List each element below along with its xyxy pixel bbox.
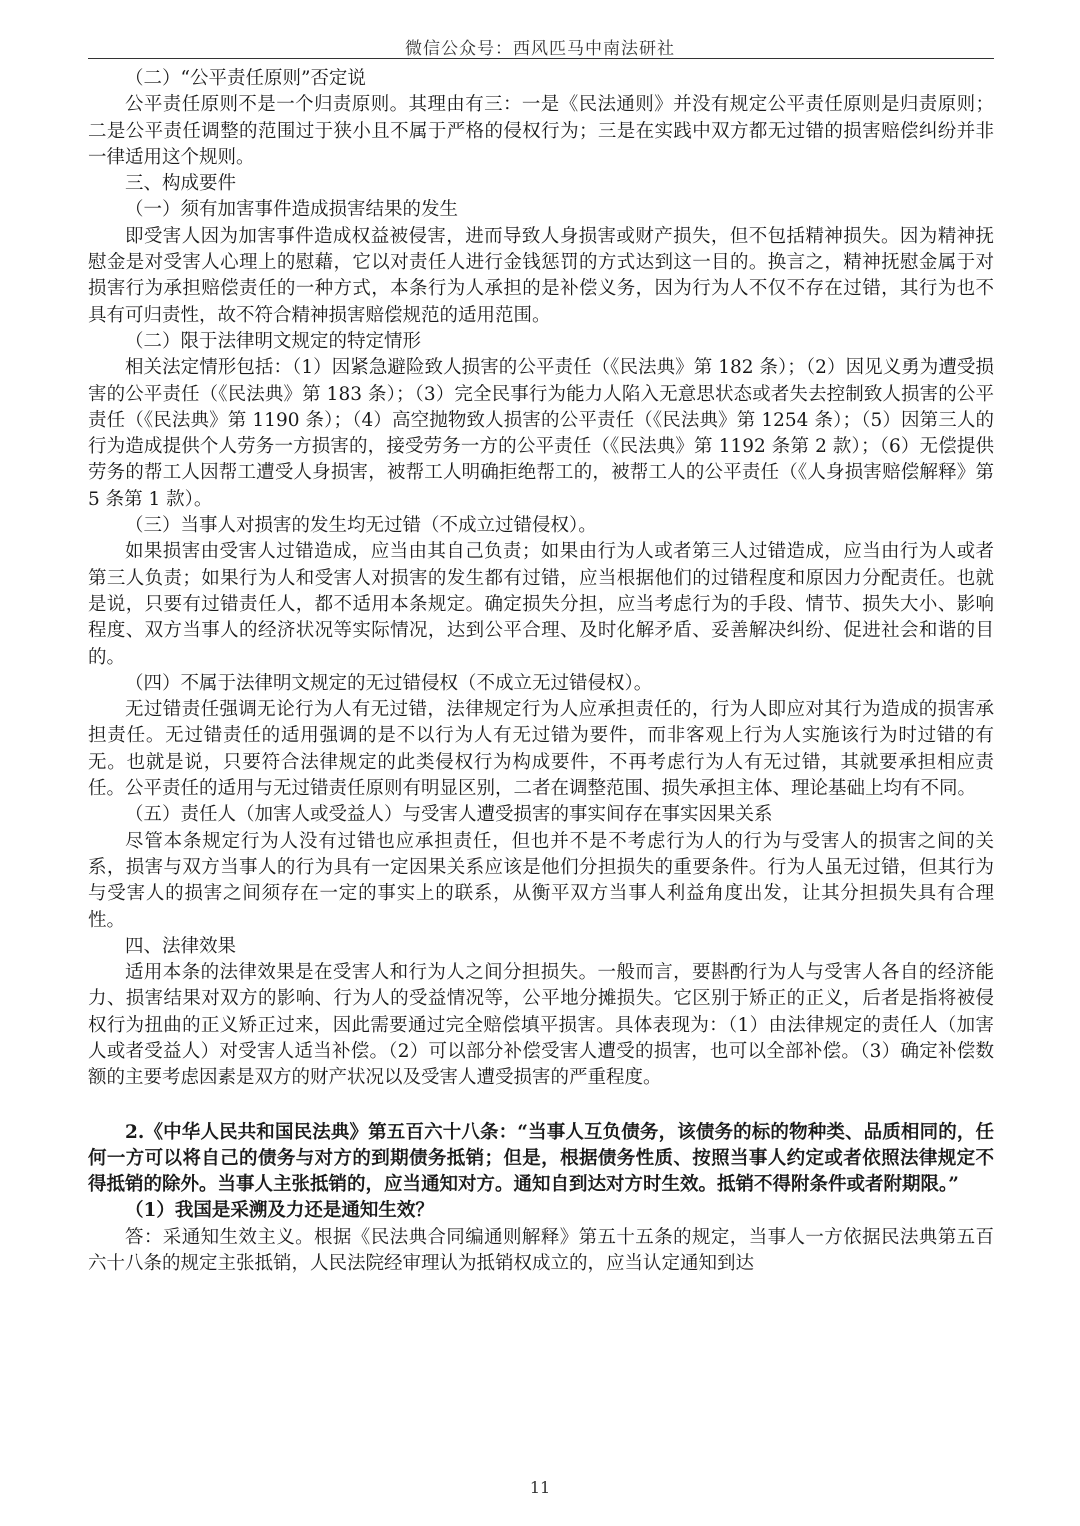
section-heading: 四、法律效果 <box>125 935 237 957</box>
body-paragraph: 即受害人因为加害事件造成权益被侵害，进而导致人身损害或财产损失，但不包括精神损失。因为精神抚慰金是对受害人心理上的慰藉，它以对责任人进行金钱惩罚的方式达到这一目的。换言之，精神抚慰金属于对损害行为承担赔偿责任的一种方式，本条行为人承担的是补偿义务，因为行为人不仅不存在过错，其行为也不具有可归责性，故不符合精神损害赔偿规范的适用范围。 <box>88 225 994 326</box>
document-body <box>88 66 994 1277</box>
body-paragraph: 相关法定情形包括：（1）因紧急避险致人损害的公平责任（《民法典》第 182 条）；（2）因见义勇为遭受损害的公平责任（《民法典》第 183 条）；（3）完全民事行为能力人陷入无意思状态或者失去控制致人损害的公平责任（《民法典》第 1190 条）；（4）高空抛物致人损害的公平责任（《民法典》第 1254 条）；（5）因第三人的行为造成提供个人劳务一方损害的，接受劳务一方的公平责任（《民法典》第 1192 条第 2 款）；（6）无偿提供劳务的帮工人因帮工遭受人身损害，被帮工人明确拒绝帮工的，被帮工人的公平责任（《人身损害赔偿解释》第 5 条第 1 款）。 <box>88 357 994 510</box>
section-heading: （四）不属于法律明文规定的无过错侵权（不成立无过错侵权）。 <box>125 672 653 694</box>
section-heading: （二）限于法律明文规定的特定情形 <box>125 330 422 352</box>
header-divider <box>88 58 994 59</box>
body-paragraph: 如果损害由受害人过错造成，应当由其自己负责；如果由行为人或者第三人过错造成，应当由行为人或者第三人负责；如果行为人和受害人对损害的发生都有过错，应当根据他们的过错程度和原因力分配责任。也就是说，只要有过错责任人，都不适用本条规定。确定损失分担，应当考虑行为的手段、情节、损失大小、影响程度、双方当事人的经济状况等实际情况，达到公平合理、及时化解矛盾、妥善解决纠纷、促进社会和谐的目的。 <box>88 541 994 668</box>
body-paragraph: 无过错责任强调无论行为人有无过错，法律规定行为人应承担责任的，行为人即应对其行为造成的损害承担责任。无过错责任的适用强调的是不以行为人有无过错为要件，而非客观上行为人实施该行为时过错的有无。也就是说，只要符合法律规定的此类侵权行为构成要件，不再考虑行为人有无过错，其就要承担相应责任。公平责任的适用与无过错责任原则有明显区别，二者在调整范围、损失承担主体、理论基础上均有不同。 <box>88 699 994 800</box>
section-heading: （二）“公平责任原则”否定说 <box>125 68 366 89</box>
section-heading: （三）当事人对损害的发生均无过错（不成立过错侵权）。 <box>125 515 597 537</box>
section-heading: （一）须有加害事件造成损害结果的发生 <box>125 199 459 221</box>
body-paragraph: 尽管本条规定行为人没有过错也应承担责任，但也并不是不考虑行为人的行为与受害人的损害之间的关系，损害与双方当事人的行为具有一定因果关系应该是他们分担损失的重要条件。行为人虽无过错，但其行为与受害人的损害之间须存在一定的事实上的联系，从衡平双方当事人利益角度出发，让其分担损失具有合理性。 <box>88 830 994 931</box>
article-title: 2.《中华人民共和国民法典》第五百六十八条：“当事人互负债务，该债务的标的物种类、品质相同的，任何一方可以将自己的债务与对方的到期债务抵销；但是，根据债务性质、按照当事人约定或者依照法律规定不得抵销的除外。当事人主张抵销的，应当通知对方。通知自到达对方时生效。抵销不得附条件或者附期限。” <box>88 1121 994 1196</box>
page-number: 11 <box>529 1478 551 1497</box>
section-heading: （五）责任人（加害人或受益人）与受害人遭受损害的事实间存在事实因果关系 <box>125 804 773 826</box>
page-header: 微信公众号：西风匹马中南法研社 <box>405 39 675 59</box>
article-question: （1）我国是采溯及力还是通知生效？ <box>125 1200 434 1222</box>
body-paragraph: 适用本条的法律效果是在受害人和行为人之间分担损失。一般而言，要斟酌行为人与受害人各自的经济能力、损害结果对双方的影响、行为人的受益情况等，公平地分摊损失。它区别于矫正的正义，后者是指将被侵权行为扭曲的正义矫正过来，因此需要通过完全赔偿填平损害。具体表现为：（1）由法律规定的责任人（加害人或者受益人）对受害人适当补偿。（2）可以部分补偿受害人遭受的损害，也可以全部补偿。（3）确定补偿数额的主要考虑因素是双方的财产状况以及受害人遭受损害的严重程度。 <box>88 962 994 1089</box>
body-paragraph: 公平责任原则不是一个归责原则。其理由有三：一是《民法通则》并没有规定公平责任原则是归责原则；二是公平责任调整的范围过于狭小且不属于严格的侵权行为；三是在实践中双方都无过错的损害赔偿纠纷并非一律适用这个规则。 <box>88 94 994 168</box>
section-heading: 三、构成要件 <box>125 173 237 195</box>
paragraph-spacer <box>88 1092 994 1120</box>
article-answer: 答：采通知生效主义。根据《民法典合同编通则解释》第五十五条的规定，当事人一方依据民法典第五百六十八条的规定主张抵销，人民法院经审理认为抵销权成立的，应当认定通知到达 <box>88 1226 994 1275</box>
